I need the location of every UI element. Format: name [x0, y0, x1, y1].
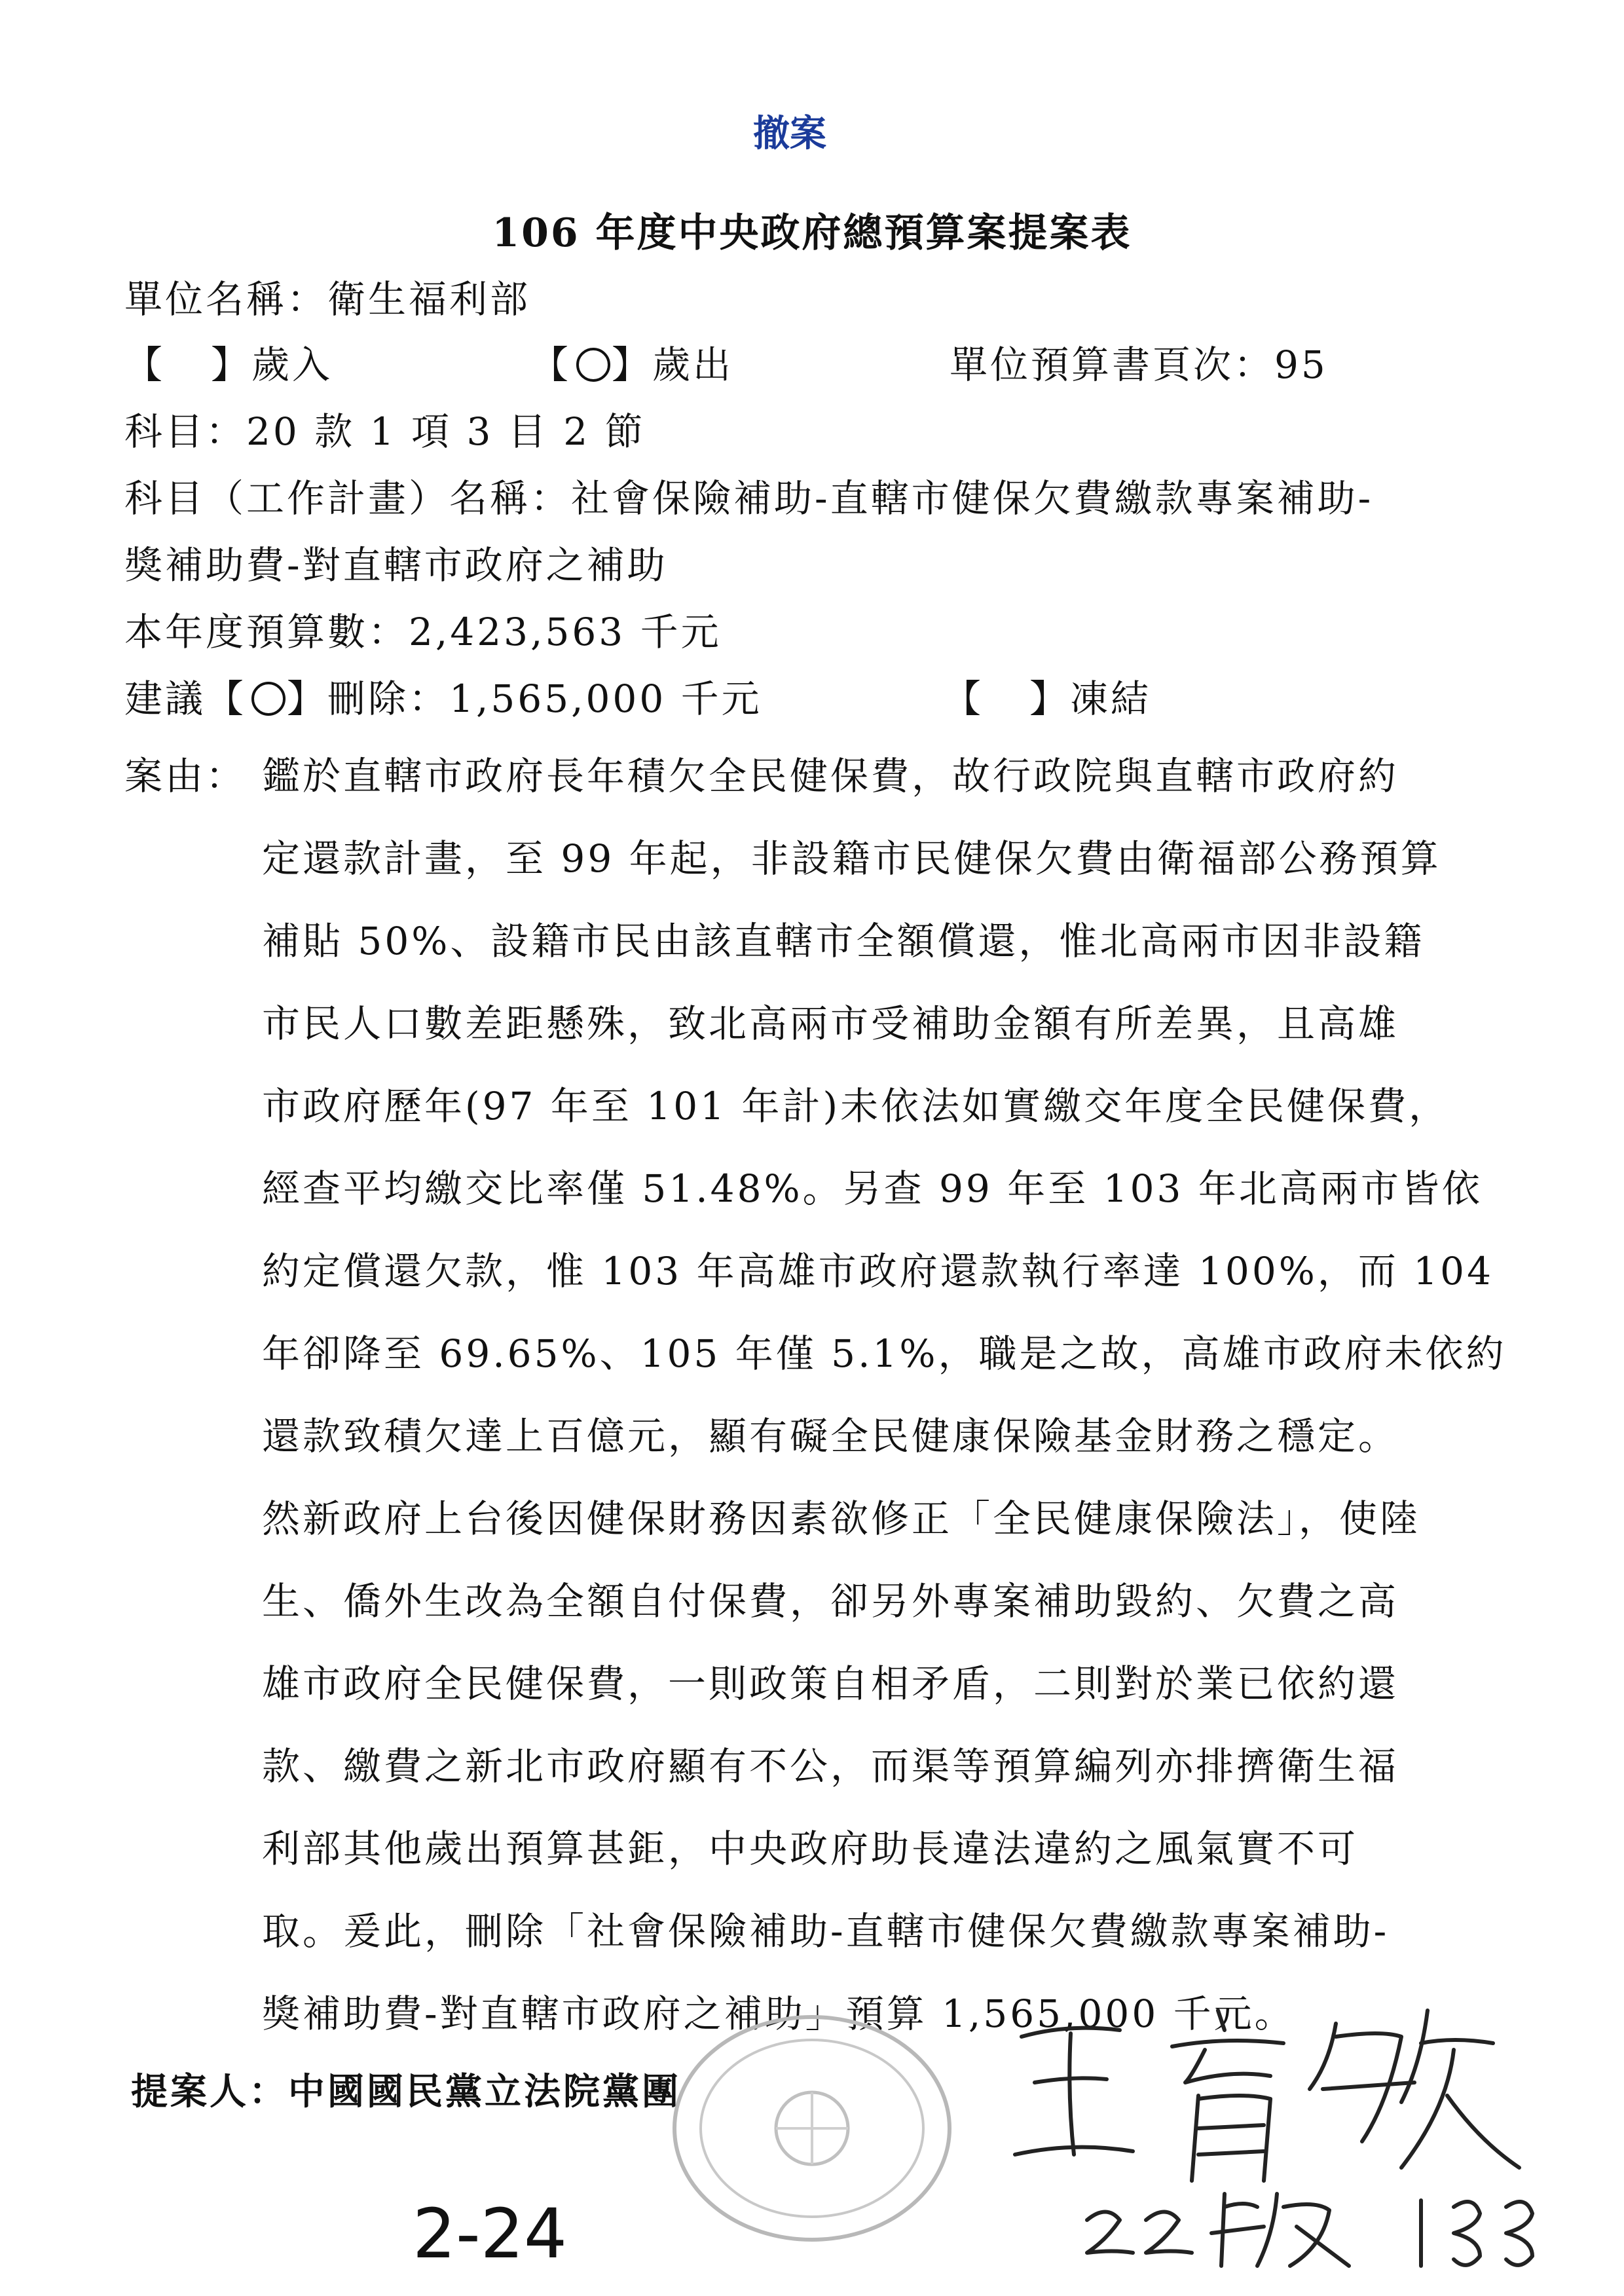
delete-amount: 刪除：1,565,000 千元 [327, 676, 762, 721]
unit-name: 單位名稱：衛生福利部 [124, 277, 531, 322]
plan-name-line-2: 獎補助費-對直轄市政府之補助 [124, 543, 668, 587]
revenue-bracket-open: 【 [124, 343, 166, 387]
handwritten-page-number: 2-24 [413, 2194, 568, 2274]
freeze-bracket-close: 】 [1029, 676, 1071, 721]
reason-line: 補貼 50%、設籍市民由該直轄市全額償還，惟北高兩市因非設籍 [262, 919, 1425, 963]
reason-line: 還款致積欠達上百億元，顯有礙全民健康保險基金財務之穩定。 [262, 1414, 1399, 1458]
page-title: 106 年度中央政府總預算案提案表 [492, 210, 1132, 256]
proposer: 提案人：中國國民黨立法院黨團 [131, 2070, 681, 2113]
reason-line: 然新政府上台後因健保財務因素欲修正「全民健康保險法」，使陸 [262, 1496, 1421, 1541]
reason-line: 生、僑外生改為全額自付保費，卻另外專案補助毀約、欠費之高 [262, 1579, 1399, 1623]
expenditure-bracket-close: 】 [612, 343, 653, 387]
reason-line: 定還款計畫，至 99 年起，非設籍市民健保欠費由衛福部公務預算 [262, 836, 1441, 881]
expenditure-checked-mark [571, 343, 612, 383]
delete-bracket-close: 】 [287, 676, 328, 721]
suggestion-prefix: 建議 [124, 676, 206, 721]
reason-body-cont [262, 828, 1507, 2065]
delete-bracket-open: 【 [206, 676, 247, 721]
subject: 科目：20 款 1 項 3 目 2 節 [124, 409, 646, 454]
expenditure-row [530, 334, 733, 389]
reason-line: 經查平均繳交比率僅 51.48%。另查 99 年至 103 年北高兩市皆依 [262, 1166, 1483, 1211]
withdrawn-stamp: 撤案 [753, 113, 826, 155]
reason-line: 約定償還欠款，惟 103 年高雄市政府還款執行率達 100%，而 104 [262, 1249, 1494, 1293]
expenditure-bracket-open: 【 [530, 343, 572, 387]
reason-line: 市民人口數差距懸殊，致北高兩市受補助金額有所差異，且高雄 [262, 1001, 1399, 1046]
reason-line: 款、繳費之新北市政府顯有不公，而渠等預算編列亦排擠衛生福 [262, 1744, 1399, 1788]
type-row [124, 334, 333, 389]
party-seal-stamp [655, 2004, 969, 2253]
annual-budget: 本年度預算數：2,423,563 千元 [124, 610, 722, 654]
reason-line: 取。爰此，刪除「社會保險補助-直轄市健保欠費繳款專案補助- [262, 1909, 1390, 1953]
reason-body [262, 745, 1399, 828]
freeze-row [943, 668, 1151, 723]
plan-name-line-1: 科目（工作計畫）名稱：社會保險補助-直轄市健保欠費繳款專案補助- [124, 476, 1374, 521]
freeze-label: 凍結 [1070, 676, 1152, 721]
freeze-bracket-open: 【 [943, 676, 984, 721]
expenditure-label: 歲出 [652, 343, 734, 387]
reason-line: 鑑於直轄市政府長年積欠全民健保費，故行政院與直轄市政府約 [262, 754, 1399, 798]
reason-line: 市政府歷年(97 年至 101 年計)未依法如實繳交年度全民健保費， [262, 1084, 1450, 1128]
reason-line: 獎補助費-對直轄市政府之補助」預算 1,565,000 千元。 [262, 1991, 1295, 2036]
delete-checked-mark [246, 676, 287, 717]
reason-line: 年卻降至 69.65%、105 年僅 5.1%，職是之故，高雄市政府未依約 [262, 1331, 1507, 1376]
revenue-bracket-close: 】 [211, 343, 252, 387]
budget-page-number: 單位預算書頁次：95 [950, 343, 1328, 387]
suggestion-row [124, 668, 762, 723]
reason-line: 雄市政府全民健保費，一則政策自相矛盾，二則對於業已依約還 [262, 1661, 1399, 1706]
handwritten-signature [995, 1984, 1585, 2286]
reason-line: 利部其他歲出預算甚鉅，中央政府助長違法違約之風氣實不可 [262, 1826, 1359, 1871]
revenue-label: 歲入 [251, 343, 333, 387]
reason-label: 案由： [124, 754, 247, 798]
